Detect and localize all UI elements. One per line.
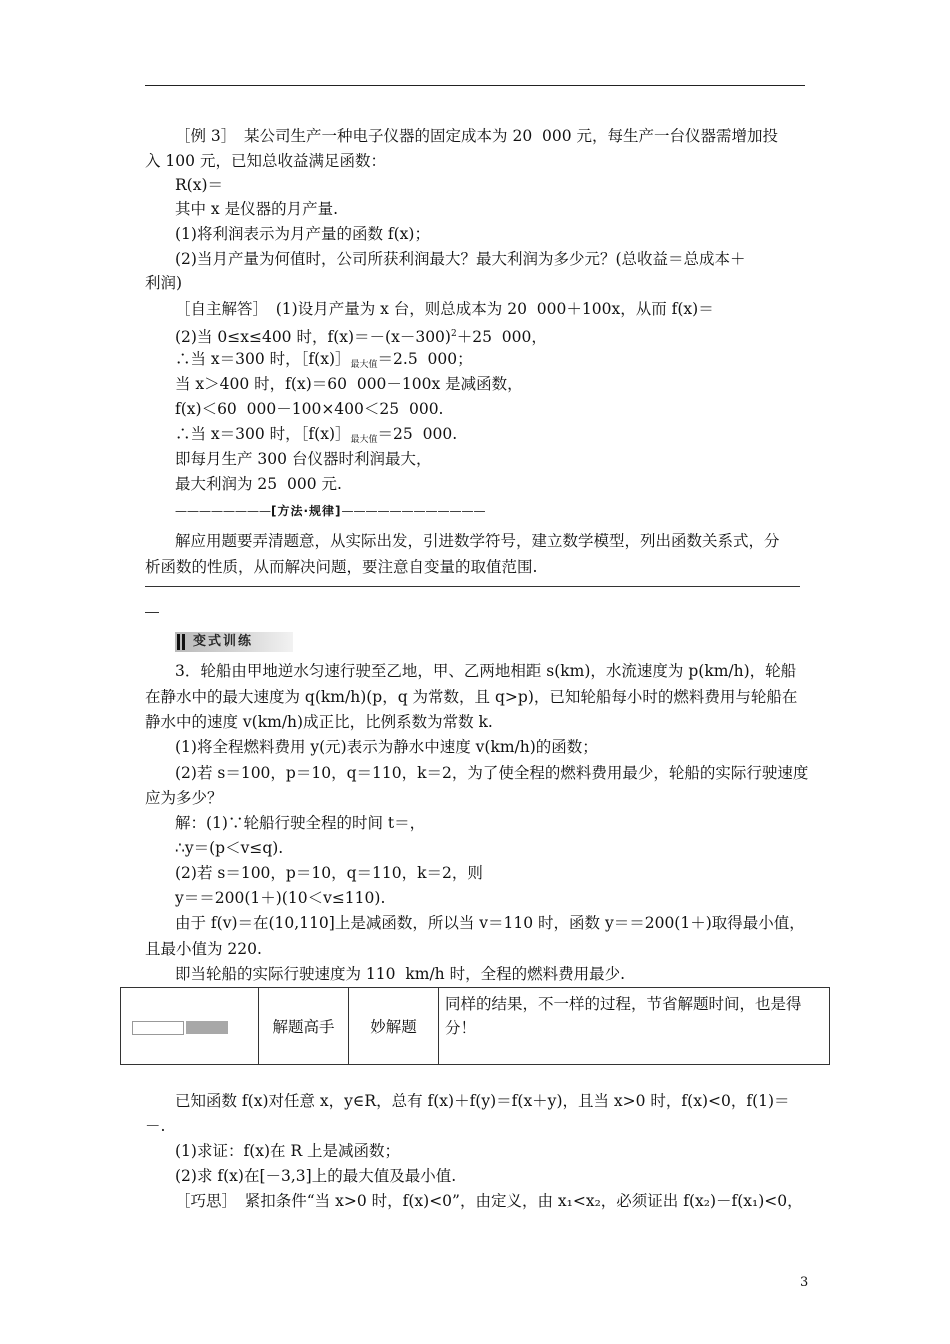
variant-line-3: 静水中的速度 v(km/h)成正比，比例系数为常数 k.	[145, 713, 493, 731]
solution-line-3: ∴当 x＝300 时，$[f(x)]_{最大值}=2.5$ 000；	[175, 350, 473, 370]
example-3-line-1: ［例 3］ 某公司生产一种电子仪器的固定成本为 20 000 元，每生产一台仪器需增加投	[175, 127, 779, 145]
variant-line-2: 在静水中的最大速度为 q(km/h)(p，q 为常数，且 q>p)，已知轮船每小时的燃料费用与轮船在	[145, 688, 798, 706]
revenue-function: R(x)＝	[175, 176, 224, 194]
variant-answer-1: 解：(1)∵轮船行驶全程的时间 t＝，	[175, 814, 426, 832]
tip-description-cell: 同样的结果，不一样的过程，节省解题时间，也是得分！	[439, 988, 830, 1065]
solution-line-4: 当 x＞400 时，f(x)＝60 000－100x 是减函数，	[175, 375, 523, 393]
example-3-line-4: 其中 x 是仪器的月产量.	[175, 200, 339, 218]
method-text-1: 解应用题要弄清题意，从实际出发，引进数学符号，建立数学模型，列出函数关系式，分	[175, 532, 780, 550]
solution-line-2: (2)当 0≤x≤400 时，$f(x)=-(x-300)^2+25$ 000，	[175, 328, 547, 346]
problem-line-4: (2)求 f(x)在[－3,3]上的最大值及最小值.	[175, 1167, 457, 1185]
separator-line	[145, 586, 800, 587]
variant-answer-2: ∴y＝(p＜v≤q).	[175, 839, 284, 857]
solution-line-7: 即每月生产 300 台仪器时利润最大，	[175, 450, 432, 468]
problem-line-3: (1)求证：f(x)在 R 上是减函数；	[175, 1142, 401, 1160]
example-3-line-2: 入 100 元，已知总收益满足函数：	[145, 152, 386, 170]
question-1: (1)将利润表示为月产量的函数 f(x)；	[175, 225, 430, 243]
solution-line-5: f(x)＜60 000－100×400＜25 000.	[175, 400, 444, 418]
variant-answer-4: y＝＝200(1＋)(10＜v≤110).	[175, 889, 386, 907]
banner-bars-icon	[177, 634, 185, 650]
tip-clever-cell: 妙解题	[349, 988, 439, 1065]
tip-logo-image	[132, 1015, 232, 1037]
variant-answer-7: 即当轮船的实际行驶速度为 110 km/h 时，全程的燃料费用最少.	[175, 965, 626, 983]
variant-answer-5: 由于 f(v)＝在(10,110]上是减函数，所以当 v＝110 时，函数 y＝＝200(1＋)取得最小值，	[175, 914, 805, 932]
tip-expert-cell: 解题高手	[259, 988, 349, 1065]
tip-table	[120, 987, 830, 1065]
solution-line-8: 最大利润为 25 000 元.	[175, 475, 342, 493]
problem-line-2: －.	[145, 1117, 166, 1135]
variant-answer-3: (2)若 s＝100，p＝10，q＝110，k＝2，则	[175, 864, 483, 882]
header-rule	[145, 85, 805, 86]
variant-line-1: 3．轮船由甲地逆水匀速行驶至乙地，甲、乙两地相距 s(km)，水流速度为 p(km/h)，轮船	[175, 662, 797, 680]
method-text-2: 析函数的性质，从而解决问题，要注意自变量的取值范围.	[145, 558, 538, 576]
solution-line-6: ∴当 x＝300 时，$[f(x)]_{最大值}=25$ 000.	[175, 425, 458, 445]
question-2-a: (2)当月产量为何值时，公司所获利润最大？最大利润为多少元？(总收益＝总成本＋	[175, 250, 746, 268]
solution-line-1: ［自主解答］ (1)设月产量为 x 台，则总成本为 20 000＋100x，从而 f(x)＝	[175, 300, 714, 318]
page-number: 3	[800, 1275, 809, 1290]
method-heading: ————————[方法·规律]————————————	[175, 504, 486, 518]
variant-answer-6: 且最小值为 220.	[145, 940, 262, 958]
tip-logo-cell	[121, 988, 259, 1065]
variant-training-label: 变式训练	[193, 634, 254, 649]
separator-line-end	[145, 612, 159, 613]
variant-question-1: (1)将全程燃料费用 y(元)表示为静水中速度 v(km/h)的函数；	[175, 738, 598, 756]
problem-line-5: ［巧思］ 紧扣条件“当 x>0 时，f(x)<0”，由定义，由 x₁<x₂，必须证出 f(x₂)－f(x₁)<0，	[175, 1192, 803, 1210]
problem-line-1: 已知函数 f(x)对任意 x，y∈R，总有 f(x)＋f(y)＝f(x＋y)，且当 x>0 时，f(x)<0，f(1)＝	[175, 1092, 790, 1110]
question-2-b: 利润)	[145, 274, 183, 292]
variant-training-banner	[175, 632, 293, 652]
variant-question-2-a: (2)若 s＝100，p＝10，q＝110，k＝2，为了使全程的燃料费用最少，轮船的实际行驶速度	[175, 764, 809, 782]
variant-question-2-b: 应为多少？	[145, 789, 223, 807]
